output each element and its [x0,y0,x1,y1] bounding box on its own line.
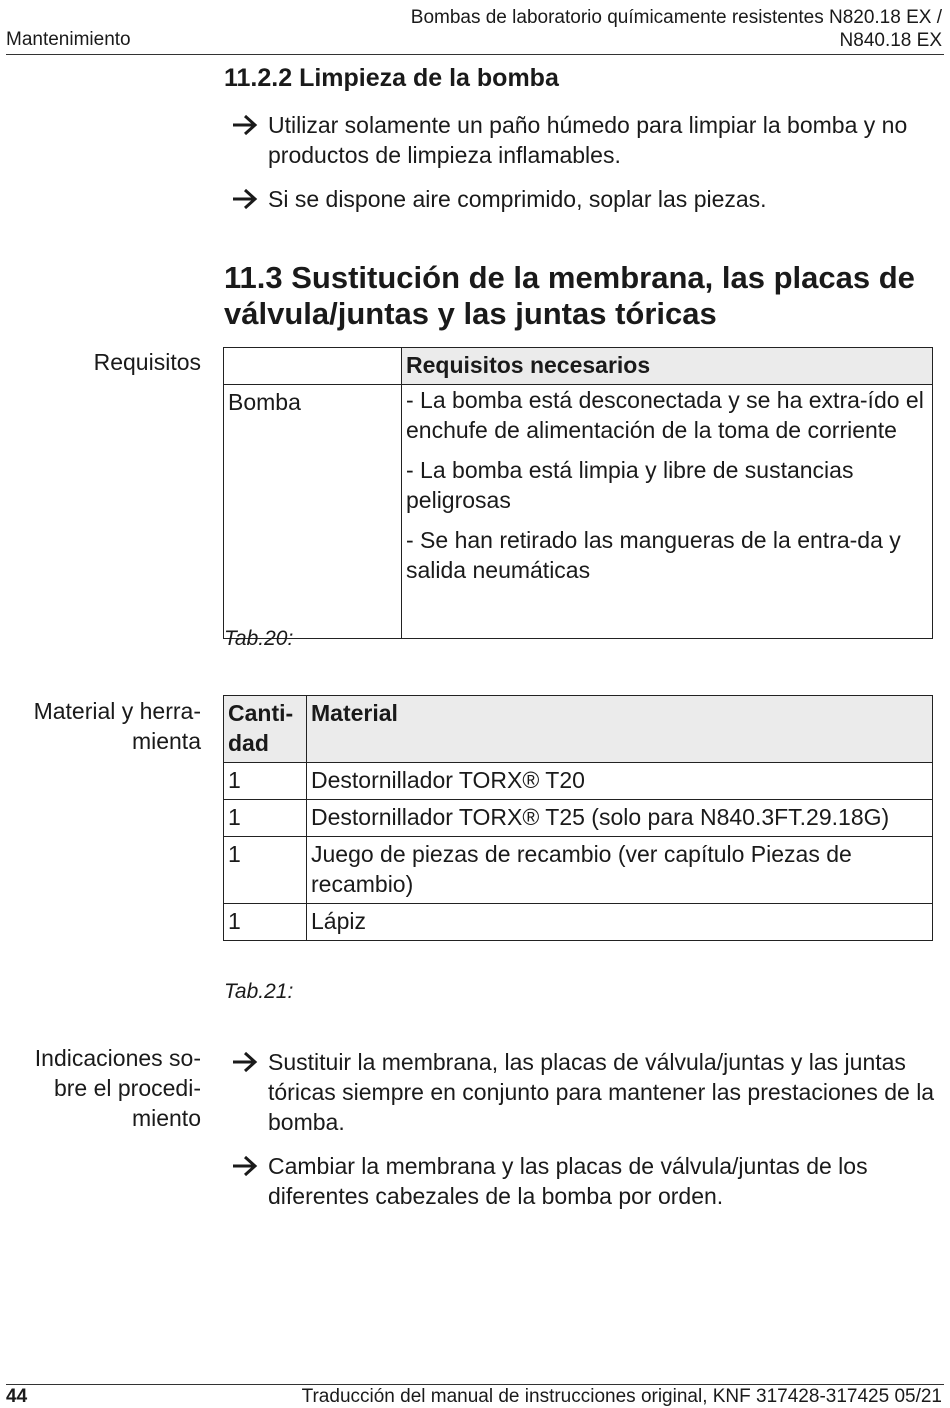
materials-table [223,695,933,941]
cleaning-step-1 [230,110,935,170]
replacement-heading: 11.3 Sustitución de la membrana, las placas de válvula/juntas y las juntas tóricas [224,260,915,331]
requirements-caption: Tab.20: [224,627,294,650]
requirements-table [223,347,933,639]
requirement-item: - Se han retirado las mangueras de la entra-da y salida neumáticas [406,527,901,583]
materials-qty-header-line2: dad [228,730,269,756]
table-row [224,904,933,941]
procedure-step-text: Cambiar la membrana y las placas de válvula/juntas de los diferentes cabezales de la bomba por orden. [268,1153,868,1209]
procedure-side-label-line1: Indicaciones so- [34,1045,201,1071]
arrow-right-icon [230,1047,262,1084]
table-row [224,837,933,904]
arrow-right-icon [230,184,262,221]
requirements-row-label: Bomba [224,385,402,639]
header-title-line1: Bombas de laboratorio químicamente resistentes N820.18 EX / [410,7,942,28]
material-qty: 1 [224,800,307,837]
header-section: Mantenimiento [6,29,131,50]
material-name: Destornillador TORX® T25 (solo para N840.3FT.29.18G) [307,800,933,837]
materials-qty-header [224,696,307,763]
procedure-step-text: Sustituir la membrana, las placas de válvula/juntas y las juntas tóricas siempre en conjunto para mantener las prestaciones de la bomba. [268,1049,935,1135]
material-name: Lápiz [307,904,933,941]
procedure-step-2 [230,1151,935,1211]
cleaning-step-2 [230,184,935,214]
arrow-right-icon [230,110,262,147]
procedure-side-label-line2: bre el procedi- [53,1075,201,1101]
requirements-side-label: Requisitos [93,349,201,375]
cleaning-step-text: Si se dispone aire comprimido, soplar las piezas. [268,186,767,212]
page-number: 44 [6,1386,28,1407]
header-title [411,6,942,52]
material-qty: 1 [224,837,307,904]
cleaning-heading: 11.2.2 Limpieza de la bomba [224,64,559,92]
material-qty: 1 [224,904,307,941]
header-title-line2: N840.18 EX [839,30,942,51]
header-divider [6,54,944,55]
requirement-item: - La bomba está desconectada y se ha extra-ído el enchufe de alimentación de la toma de corriente [406,387,924,443]
requirements-empty-header [224,348,402,385]
table-row [224,763,933,800]
procedure-side-label [6,1043,201,1133]
cleaning-step-text: Utilizar solamente un paño húmedo para limpiar la bomba y no productos de limpieza inflamables. [268,112,908,168]
materials-material-header: Material [307,696,933,763]
materials-side-label [6,696,201,756]
table-row [224,800,933,837]
material-name: Destornillador TORX® T20 [307,763,933,800]
requirements-column-header: Requisitos necesarios [402,348,933,385]
materials-side-label-line1: Material y herra- [33,698,201,724]
footer-text: Traducción del manual de instrucciones original, KNF 317428-317425 05/21 [301,1386,942,1407]
material-name: Juego de piezas de recambio (ver capítulo Piezas de recambio) [307,837,933,904]
requirement-item: - La bomba está limpia y libre de sustancias peligrosas [406,457,854,513]
procedure-step-1 [230,1047,935,1137]
materials-side-label-line2: mienta [131,728,201,754]
materials-qty-header-line1: Canti- [228,700,294,726]
materials-caption: Tab.21: [224,980,294,1003]
footer-divider [6,1384,944,1385]
arrow-right-icon [230,1151,262,1188]
material-qty: 1 [224,763,307,800]
requirements-items [402,385,933,639]
procedure-side-label-line3: miento [131,1105,201,1131]
